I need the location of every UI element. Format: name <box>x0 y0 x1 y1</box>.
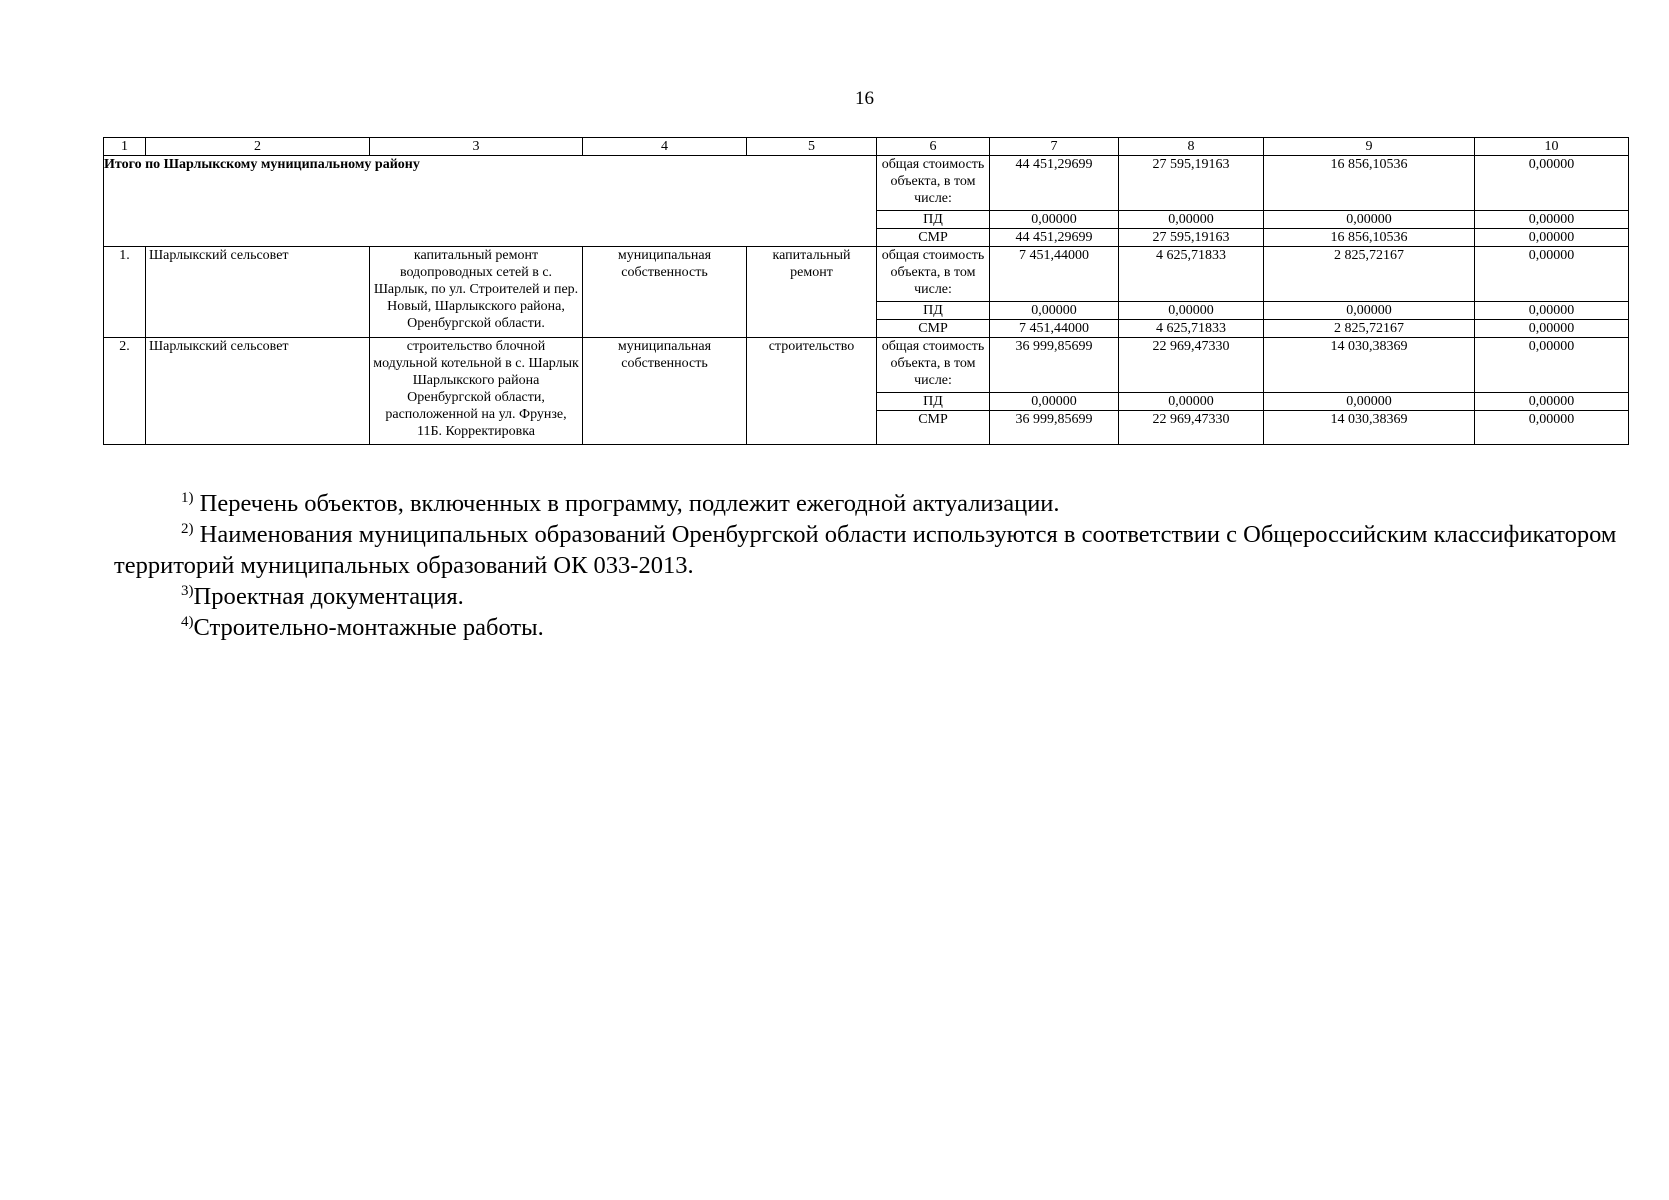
value-cell: 27 595,19163 <box>1119 229 1264 247</box>
value-cell: 0,00000 <box>1475 320 1629 338</box>
value-cell: 44 451,29699 <box>990 156 1119 211</box>
value-cell: 0,00000 <box>990 211 1119 229</box>
footnote <box>114 581 1634 612</box>
total-row-cost <box>104 156 1629 211</box>
value-cell: 2 825,72167 <box>1264 247 1475 302</box>
footnote <box>114 488 1634 519</box>
objects-table <box>103 137 1629 445</box>
indicator-label: ПД <box>877 393 990 411</box>
indicator-label: СМР <box>877 229 990 247</box>
column-number: 1 <box>104 138 146 156</box>
total-label: Итого по Шарлыкскому муниципальному району <box>104 156 877 247</box>
indicator-label: ПД <box>877 302 990 320</box>
item-number: 2. <box>104 338 146 445</box>
footnote-mark: 3) <box>181 583 194 599</box>
value-cell: 0,00000 <box>1475 211 1629 229</box>
footnote-text: Строительно-монтажные работы. <box>193 614 544 641</box>
column-number: 3 <box>370 138 583 156</box>
indicator-label: общая стоимость объекта, в том числе: <box>877 247 990 302</box>
value-cell: 16 856,10536 <box>1264 156 1475 211</box>
ownership-form: муниципальная собственность <box>583 338 747 445</box>
ownership-form: муниципальная собственность <box>583 247 747 338</box>
municipality-name: Шарлыкский сельсовет <box>146 247 370 338</box>
indicator-label: общая стоимость объекта, в том числе: <box>877 156 990 211</box>
object-name: строительство блочной модульной котельной в с. Шарлык Шарлыкского района Оренбургской области, расположенной на ул. Фрунзе, 11Б. Корректировка <box>370 338 583 445</box>
column-number: 2 <box>146 138 370 156</box>
footnote-text: Проектная документация. <box>193 583 464 610</box>
value-cell: 36 999,85699 <box>990 411 1119 445</box>
column-number: 5 <box>747 138 877 156</box>
value-cell: 0,00000 <box>1264 302 1475 320</box>
value-cell: 0,00000 <box>1119 211 1264 229</box>
footnotes <box>114 488 1634 643</box>
indicator-label: ПД <box>877 211 990 229</box>
value-cell: 0,00000 <box>1475 302 1629 320</box>
footnote-mark: 2) <box>181 521 194 537</box>
footnote-text: Перечень объектов, включенных в программу, подлежит ежегодной актуализации. <box>199 490 1060 517</box>
page-number: 16 <box>855 88 874 109</box>
footnote-mark: 1) <box>181 490 194 506</box>
footnote <box>114 612 1634 643</box>
value-cell: 27 595,19163 <box>1119 156 1264 211</box>
value-cell: 0,00000 <box>1475 393 1629 411</box>
value-cell: 2 825,72167 <box>1264 320 1475 338</box>
indicator-label: СМР <box>877 320 990 338</box>
value-cell: 0,00000 <box>1475 411 1629 445</box>
value-cell: 0,00000 <box>1475 247 1629 302</box>
indicator-label: СМР <box>877 411 990 445</box>
value-cell: 44 451,29699 <box>990 229 1119 247</box>
value-cell: 7 451,44000 <box>990 320 1119 338</box>
column-number: 10 <box>1475 138 1629 156</box>
value-cell: 22 969,47330 <box>1119 411 1264 445</box>
column-number-row <box>104 138 1629 156</box>
value-cell: 14 030,38369 <box>1264 411 1475 445</box>
value-cell: 36 999,85699 <box>990 338 1119 393</box>
footnote-text: Наименования муниципальных образований Оренбургской области используются в соответствии с Общероссийским классификатором территорий муниципальных образований ОК 033-2013. <box>114 521 1617 579</box>
column-number: 7 <box>990 138 1119 156</box>
item-row-cost <box>104 247 1629 302</box>
value-cell: 0,00000 <box>1475 338 1629 393</box>
footnote-mark: 4) <box>181 614 194 630</box>
value-cell: 0,00000 <box>1264 211 1475 229</box>
work-type: строительство <box>747 338 877 445</box>
item-number: 1. <box>104 247 146 338</box>
value-cell: 16 856,10536 <box>1264 229 1475 247</box>
item-row-cost <box>104 338 1629 393</box>
value-cell: 4 625,71833 <box>1119 247 1264 302</box>
column-number: 8 <box>1119 138 1264 156</box>
value-cell: 4 625,71833 <box>1119 320 1264 338</box>
value-cell: 22 969,47330 <box>1119 338 1264 393</box>
value-cell: 0,00000 <box>1475 156 1629 211</box>
value-cell: 7 451,44000 <box>990 247 1119 302</box>
work-type: капитальный ремонт <box>747 247 877 338</box>
column-number: 6 <box>877 138 990 156</box>
footnote <box>114 519 1634 581</box>
value-cell: 0,00000 <box>1119 302 1264 320</box>
value-cell: 0,00000 <box>1475 229 1629 247</box>
value-cell: 0,00000 <box>1119 393 1264 411</box>
value-cell: 0,00000 <box>990 302 1119 320</box>
value-cell: 0,00000 <box>990 393 1119 411</box>
object-name: капитальный ремонт водопроводных сетей в с. Шарлык, по ул. Строителей и пер. Новый, Шарлыкского района, Оренбургской области. <box>370 247 583 338</box>
municipality-name: Шарлыкский сельсовет <box>146 338 370 445</box>
value-cell: 14 030,38369 <box>1264 338 1475 393</box>
value-cell: 0,00000 <box>1264 393 1475 411</box>
indicator-label: общая стоимость объекта, в том числе: <box>877 338 990 393</box>
column-number: 9 <box>1264 138 1475 156</box>
column-number: 4 <box>583 138 747 156</box>
